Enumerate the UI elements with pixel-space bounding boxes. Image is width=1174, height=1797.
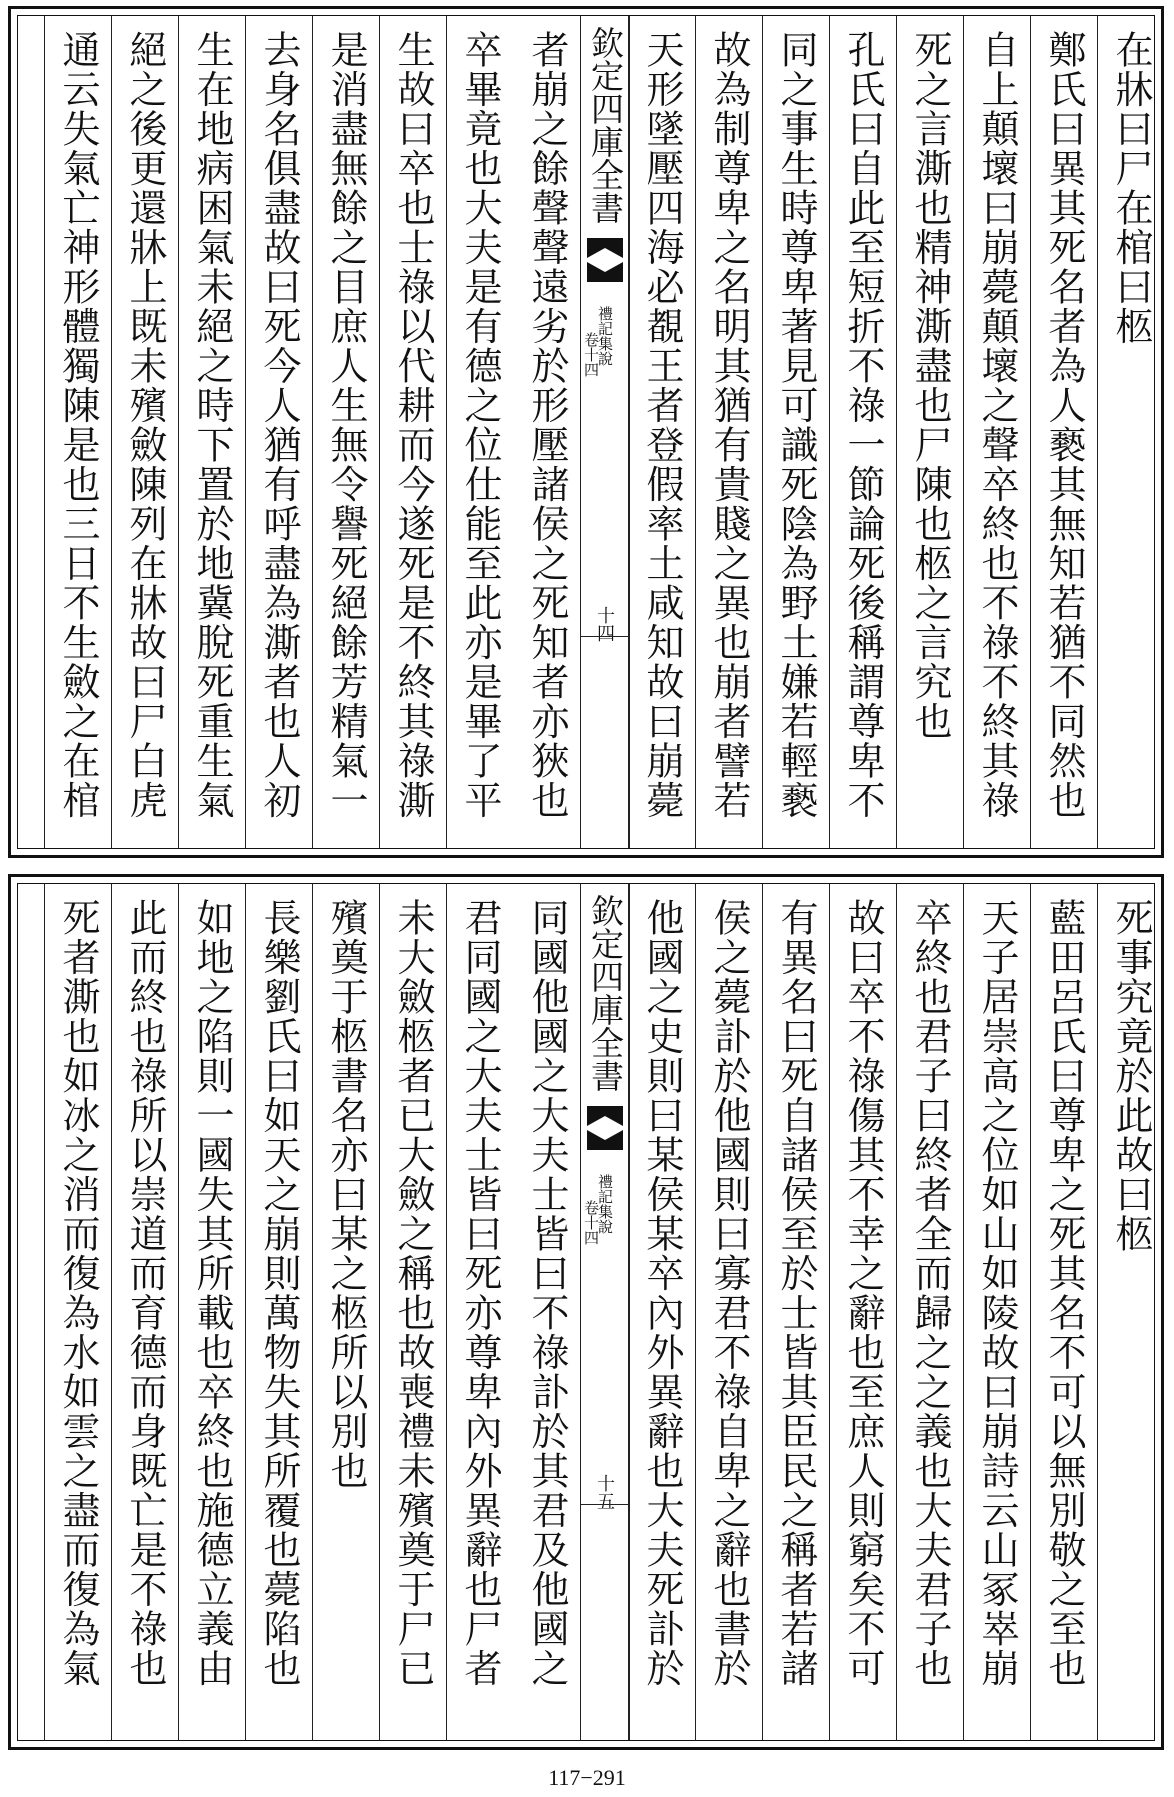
text-column: 同之事生時尊卑著見可識死陰為野土嫌若輕褻 [762, 16, 829, 848]
text-column: 絕之後更還牀上既未殯斂陳列在牀故曰尸白虎 [111, 16, 178, 848]
text-column: 死事究竟於此故曰柩 [1097, 884, 1155, 1740]
top-center-fold [580, 16, 630, 848]
text-column: 天子居崇高之位如山如陵故曰崩詩云山冢崒崩 [963, 884, 1030, 1740]
text-column: 者崩之餘聲聲遠劣於形壓諸侯之死知者亦狹也 [525, 30, 569, 820]
text-column: 去身名俱盡故曰死今人猶有呼盡為澌者也人初 [245, 16, 312, 848]
library-title: 欽定四庫全書 [586, 894, 625, 1092]
text-column: 死之言澌也精神澌盡也尸陳也柩之言究也 [896, 16, 963, 848]
volume-label: 卷十四 [582, 1200, 600, 1245]
text-column: 在牀曰尸在棺曰柩 [1097, 16, 1155, 848]
text-column: 侯之薨訃於他國則曰寡君不祿自卑之辭也書於 [695, 884, 762, 1740]
book-title: 禮記集說 [596, 306, 614, 366]
text-column: 長樂劉氏曰如天之崩則萬物失其所覆也薨陷也 [245, 884, 312, 1740]
top-page-frame [17, 15, 1155, 849]
top-left-page [18, 16, 580, 848]
text-column: 卒終也君子曰終者全而歸之之義也大夫君子也 [896, 884, 963, 1740]
folio-number: 十五 [594, 1474, 615, 1510]
text-column: 生故曰卒也士祿以代耕而今遂死是不終其祿澌 [379, 16, 446, 848]
text-column: 此而終也祿所以崇道而育德而身既亡是不祿也 [111, 884, 178, 1740]
top-right-page [628, 16, 1154, 848]
text-column: 死者澌也如冰之消而復為水如雲之盡而復為氣 [44, 884, 111, 1740]
text-column: 他國之史則曰某侯某卒內外異辭也大夫死訃於 [628, 884, 695, 1740]
text-column: 天形墜壓四海必覩王者登假率土咸知故曰崩薨 [628, 16, 695, 848]
text-column: 生在地病困氣未絕之時下置於地冀脫死重生氣 [178, 16, 245, 848]
text-column: 故曰卒不祿傷其不幸之辭也至庶人則窮矣不可 [829, 884, 896, 1740]
text-column: 通云失氣亡神形體獨陳是也三日不生斂之在棺 [44, 16, 111, 848]
text-column: 鄭氏曰異其死名者為人褻其無知若猶不同然也 [1030, 16, 1097, 848]
text-column: 自上顛壞曰崩薨顛壞之聲卒終也不祿不終其祿 [963, 16, 1030, 848]
bottom-right-page [628, 884, 1154, 1740]
text-column: 孔氏曰自此至短折不祿一節論死後稱謂尊卑不 [829, 16, 896, 848]
text-column: 故為制尊卑之名明其猶有貴賤之異也崩者譬若 [695, 16, 762, 848]
text-column: 藍田呂氏曰尊卑之死其名不可以無別敬之至也 [1030, 884, 1097, 1740]
volume-label: 卷十四 [582, 332, 600, 377]
text-column: 卒畢竟也大夫是有德之位仕能至此亦是畢了平 [446, 16, 513, 848]
text-column: 是消盡無餘之目庶人生無令譽死絕餘芳精氣一 [312, 16, 379, 848]
folio-number: 十四 [594, 606, 615, 642]
bottom-center-fold [580, 884, 630, 1740]
text-column: 同國他國之大夫士皆曰不祿訃於其君及他國之 [525, 898, 569, 1688]
fold-divider [581, 636, 629, 637]
text-column: 未大斂柩者已大斂之稱也故喪禮未殯奠于尸已 [379, 884, 446, 1740]
text-column: 君同國之大夫士皆曰死亦尊卑內外異辭也尸者 [446, 884, 513, 1740]
bottom-page-spread [8, 874, 1164, 1750]
text-column: 殯奠于柩書名亦曰某之柩所以別也 [312, 884, 379, 1740]
bottom-left-page [18, 884, 580, 1740]
text-column: 如地之陷則一國失其所載也卒終也施德立義由 [178, 884, 245, 1740]
bottom-page-frame [17, 883, 1155, 1741]
book-title: 禮記集說 [596, 1174, 614, 1234]
library-title: 欽定四庫全書 [586, 26, 625, 224]
fishtail-mark-icon [587, 238, 623, 282]
top-page-spread [8, 6, 1164, 858]
page-footer-number: 117−291 [548, 1765, 626, 1790]
text-column: 有異名曰死自諸侯至於士皆其臣民之稱者若諸 [762, 884, 829, 1740]
fold-divider [581, 1504, 629, 1505]
fishtail-mark-icon [587, 1106, 623, 1150]
